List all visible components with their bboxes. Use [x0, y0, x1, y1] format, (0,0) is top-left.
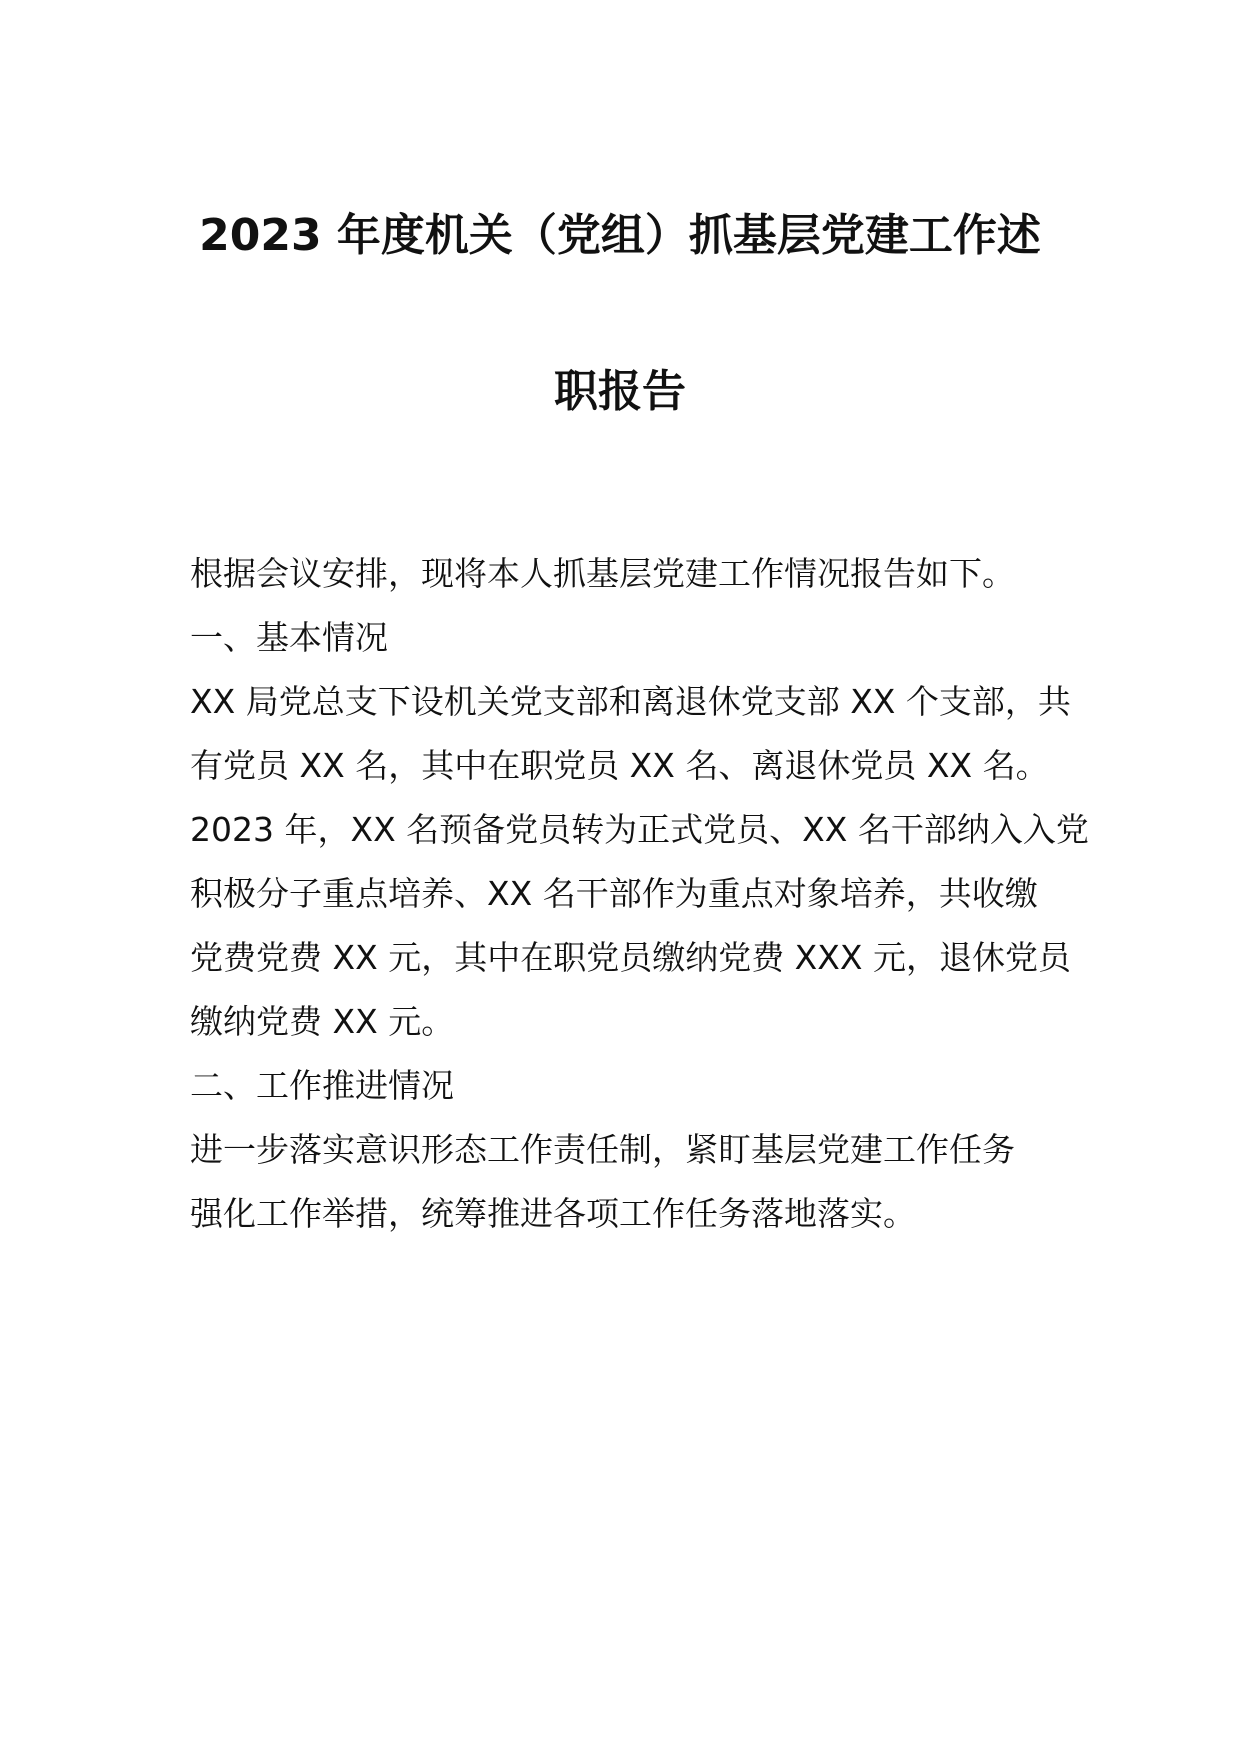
- paragraph-line: 2023 年，XX 名预备党员转为正式党员、XX 名干部纳入入党: [190, 810, 1089, 849]
- document-title-line-1: 2023 年度机关（党组）抓基层党建工作述: [199, 210, 1041, 261]
- section-heading-work-progress: 二、工作推进情况: [190, 1066, 454, 1105]
- section-heading-basic-situation: 一、基本情况: [190, 618, 388, 657]
- intro-line: 根据会议安排，现将本人抓基层党建工作情况报告如下。: [190, 554, 1015, 593]
- paragraph-line: 积极分子重点培养、XX 名干部作为重点对象培养，共收缴: [190, 874, 1038, 913]
- document-title-line-2: 职报告: [554, 366, 686, 417]
- paragraph-line: 进一步落实意识形态工作责任制，紧盯基层党建工作任务: [190, 1130, 1015, 1169]
- paragraph-line: 强化工作举措，统筹推进各项工作任务落地落实。: [190, 1194, 916, 1233]
- paragraph-line: 缴纳党费 XX 元。: [190, 1002, 455, 1041]
- paragraph-line: 有党员 XX 名，其中在职党员 XX 名、离退休党员 XX 名。: [190, 746, 1049, 785]
- paragraph-line: 党费党费 XX 元，其中在职党员缴纳党费 XXX 元，退休党员: [190, 938, 1071, 977]
- paragraph-line: XX 局党总支下设机关党支部和离退休党支部 XX 个支部，共: [190, 682, 1071, 721]
